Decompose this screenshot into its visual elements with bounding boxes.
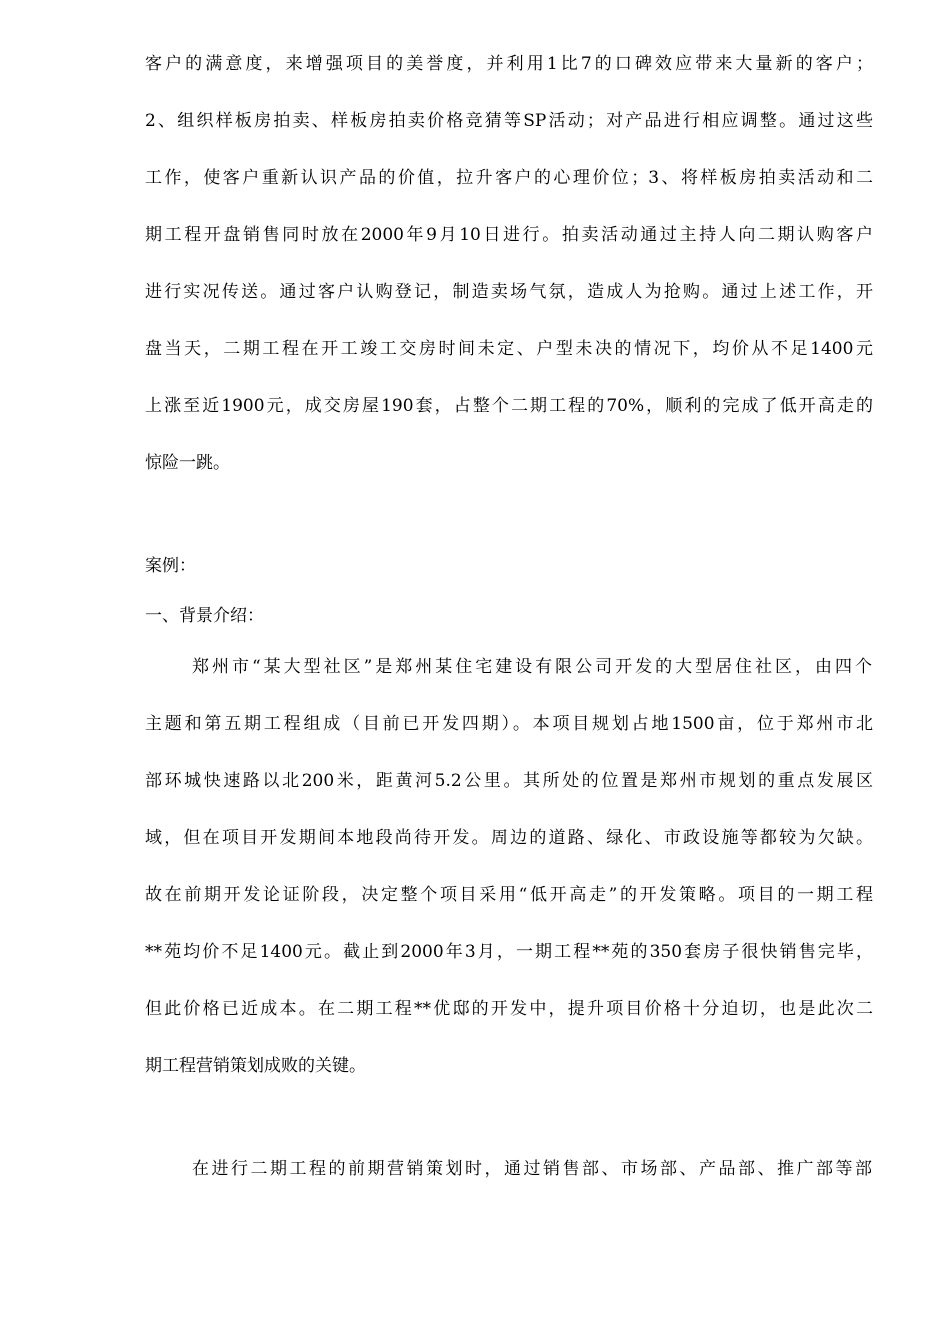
paragraph-line: 盘当天，二期工程在开工竣工交房时间未定、户型未决的情况下，均价从不足1400元 (145, 339, 873, 359)
section-heading: 一、背景介绍： (145, 606, 264, 626)
paragraph-line: 期工程开盘销售同时放在2000年9月10日进行。拍卖活动通过主持人向二期认购客户 (145, 225, 873, 245)
paragraph-line: 工作，使客户重新认识产品的价值，拉升客户的心理价位；3、将样板房拍卖活动和二 (145, 168, 873, 188)
paragraph-line: 郑州市“某大型社区”是郑州某住宅建设有限公司开发的大型居住社区，由四个 (192, 657, 872, 677)
paragraph-line: 部环城快速路以北200米，距黄河5.2公里。其所处的位置是郑州市规划的重点发展区 (145, 771, 873, 791)
paragraph-line: 惊险一跳。 (145, 453, 230, 473)
paragraph-line: 主题和第五期工程组成（目前已开发四期）。本项目规划占地1500亩，位于郑州市北 (145, 714, 873, 734)
section-label: 案例： (145, 556, 196, 576)
paragraph-line: 上涨至近1900元，成交房屋190套，占整个二期工程的70%，顺利的完成了低开高走的 (145, 396, 873, 416)
paragraph-line: **苑均价不足1400元。截止到2000年3月，一期工程**苑的350套房子很快销售完毕， (145, 942, 873, 962)
paragraph-line: 进行实况传送。通过客户认购登记，制造卖场气氛，造成人为抢购。通过上述工作，开 (145, 282, 873, 302)
paragraph-line: 但此价格已近成本。在二期工程**优邸的开发中，提升项目价格十分迫切，也是此次二 (145, 999, 873, 1019)
paragraph-line: 2、组织样板房拍卖、样板房拍卖价格竞猜等SP活动；对产品进行相应调整。通过这些 (145, 111, 873, 131)
paragraph-line: 在进行二期工程的前期营销策划时，通过销售部、市场部、产品部、推广部等部 (192, 1159, 872, 1179)
paragraph-line: 故在前期开发论证阶段，决定整个项目采用“低开高走”的开发策略。项目的一期工程 (145, 885, 873, 905)
paragraph-line: 期工程营销策划成败的关键。 (145, 1056, 366, 1076)
paragraph-line: 客户的满意度，来增强项目的美誉度，并利用1比7的口碑效应带来大量新的客户； (145, 54, 873, 74)
paragraph-line: 域，但在项目开发期间本地段尚待开发。周边的道路、绿化、市政设施等都较为欠缺。 (145, 828, 873, 848)
